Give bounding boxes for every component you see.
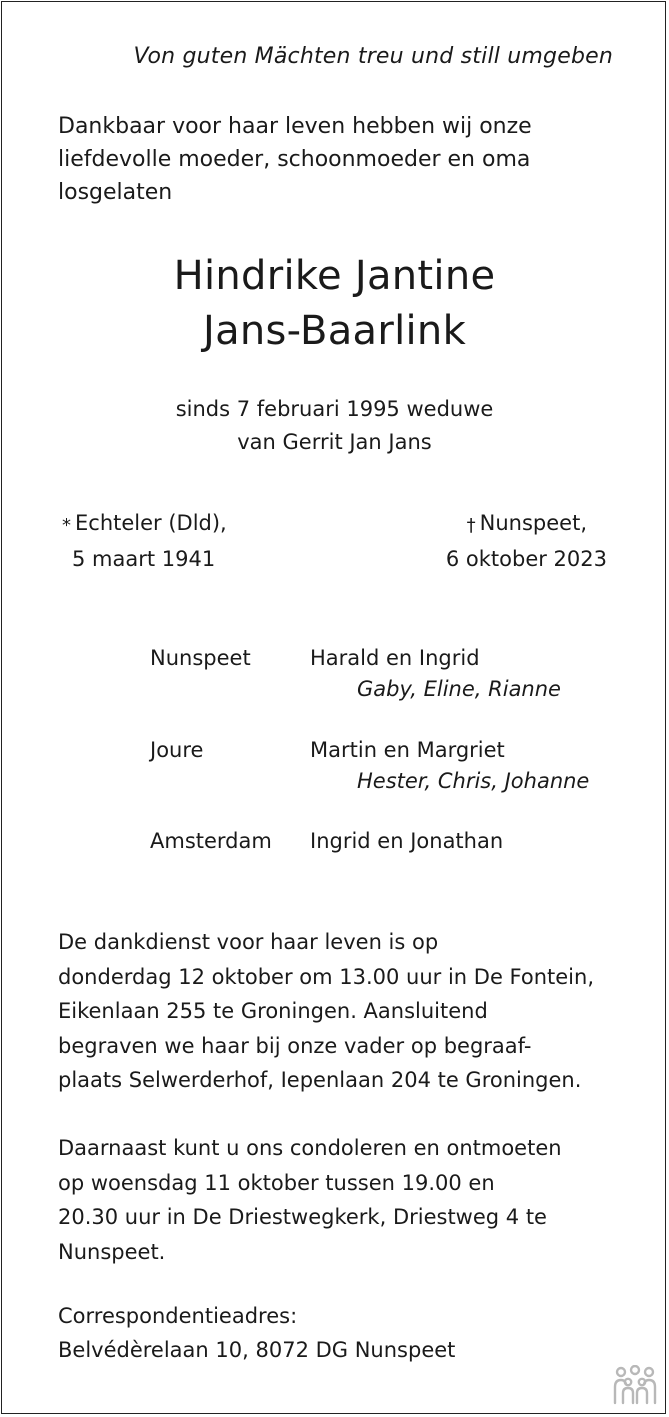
birth-date: 5 maart 1941 — [72, 547, 216, 571]
motto: Von guten Mächten treu und still umgeben — [133, 44, 613, 69]
service-line: donderdag 12 oktober om 13.00 uur in De Fontein, — [58, 964, 595, 989]
widow-line: van Gerrit Jan Jans — [237, 430, 432, 454]
family-place: Joure — [150, 738, 204, 762]
widow-statement — [0, 393, 669, 459]
family-children: Gaby, Eline, Rianne — [357, 677, 561, 701]
birth-info — [62, 506, 227, 576]
service-line: De dankdienst voor haar leven is op — [58, 930, 439, 954]
birth-star-icon: * — [62, 515, 71, 536]
family-people-icon — [611, 1365, 659, 1405]
family-names: Harald en Ingrid — [310, 646, 480, 670]
service-info — [58, 925, 633, 1098]
intro-text — [58, 110, 618, 209]
death-cross-icon: † — [466, 515, 476, 536]
death-info — [446, 506, 607, 576]
family-names: Martin en Margriet — [310, 738, 505, 762]
widow-line: sinds 7 februari 1995 weduwe — [175, 397, 494, 421]
address-label: Correspondentieadres: — [58, 1304, 298, 1328]
family-place: Amsterdam — [150, 829, 272, 853]
deceased-surname: Jans-Baarlink — [202, 308, 467, 354]
family-children: Hester, Chris, Johanne — [357, 769, 590, 793]
intro-line: Dankbaar voor haar leven hebben wij onze — [58, 114, 532, 139]
death-date: 6 oktober 2023 — [445, 547, 607, 571]
service-line: Eikenlaan 255 te Groningen. Aansluitend — [58, 999, 488, 1023]
birth-place: Echteler (Dld), — [75, 511, 227, 535]
intro-line: losgelaten — [58, 180, 173, 205]
condolence-info — [58, 1131, 633, 1269]
address-value: Belvédèrelaan 10, 8072 DG Nunspeet — [58, 1338, 456, 1362]
service-line: plaats Selwerderhof, Iepenlaan 204 te Groningen. — [58, 1068, 582, 1092]
deceased-first-names: Hindrike Jantine — [173, 253, 496, 299]
intro-line: liefdevolle moeder, schoonmoeder en oma — [58, 147, 531, 172]
condolence-line: op woensdag 11 oktober tussen 19.00 en — [58, 1170, 495, 1195]
death-place: Nunspeet, — [479, 511, 587, 535]
condolence-line: Daarnaast kunt u ons condoleren en ontmoeten — [58, 1136, 562, 1160]
family-place: Nunspeet — [150, 646, 251, 670]
family-names: Ingrid en Jonathan — [310, 829, 504, 853]
condolence-line: 20.30 uur in De Driestwegkerk, Driestweg 4 te — [58, 1205, 547, 1229]
service-line: begraven we haar bij onze vader op begraaf- — [58, 1033, 532, 1058]
condolence-line: Nunspeet. — [58, 1239, 166, 1264]
correspondence-address — [58, 1299, 633, 1367]
